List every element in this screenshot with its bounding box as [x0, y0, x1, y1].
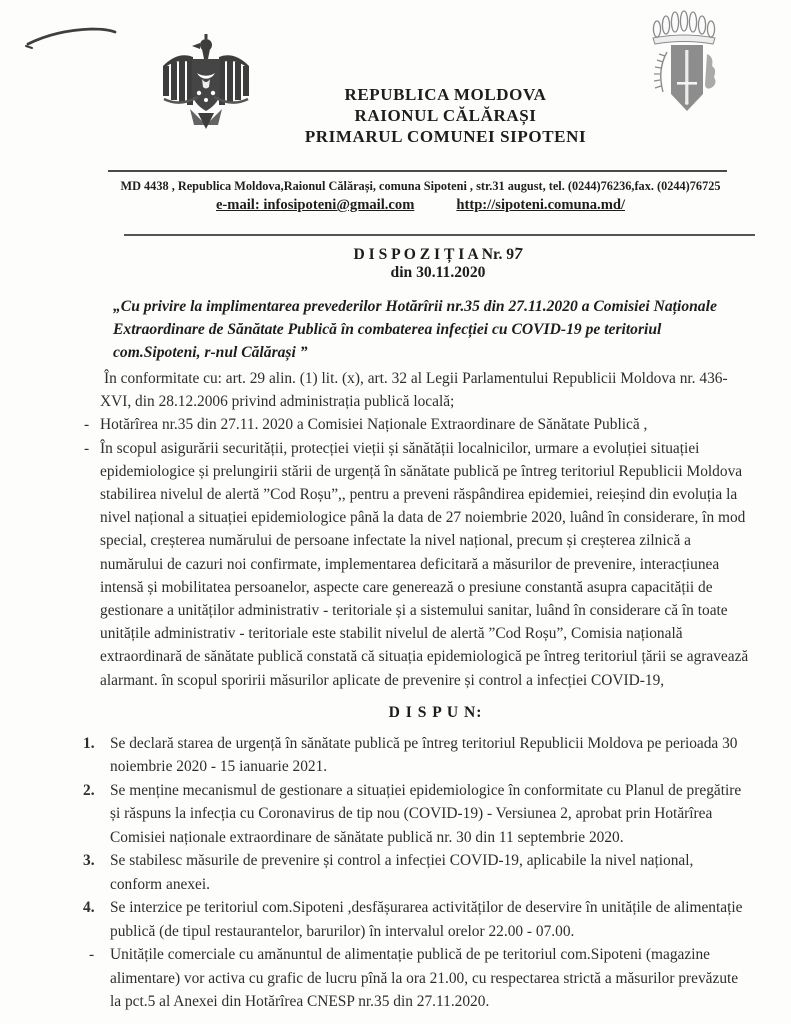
dispun-item-4: [83, 896, 749, 943]
item-number: 4.: [83, 899, 95, 917]
preamble-item: [84, 413, 749, 436]
preamble-item: [84, 437, 749, 692]
email-link: e-mail: infosipoteni@gmail.com: [215, 197, 415, 213]
item-text: Se interzice pe teritoriul com.Sipoteni ,desfășurarea activităților de deservire în unitățile de alimentație publică (de tipul restaurantelor, barurilor) în intervalul orelor 22.00 - 07.00.: [110, 899, 743, 940]
sipoteni-coat-of-arms-icon: [641, 8, 733, 120]
moldova-coat-of-arms-icon: [150, 33, 262, 135]
preamble-intro: În conformitate cu: art. 29 alin. (1) lit. (x), art. 32 al Legii Parlamentului Republicii Moldova nr. 436-XVI, din 28.12.2006 privind administrația publică locală;: [100, 370, 728, 411]
item-text: Se declară starea de urgență în sănătate publică pe întreg teritoriul Republicii Moldova pe perioada 30 noiembrie 2020 - 15 ianuarie 2021.: [110, 734, 738, 776]
website-link: http://sipoteni.comuna.md/: [456, 197, 626, 213]
letterhead-country: REPUBLICA MOLDOVA: [344, 85, 547, 104]
dash-marker: -: [89, 946, 95, 964]
letterhead-divider-bottom: [124, 234, 755, 236]
letterhead-contact: [0, 197, 791, 214]
item-text: Unitățile comerciale cu amănuntul de alimentație publică de pe teritoriul com.Sipoteni (magazine alimentare) vor activa cu grafic de lucru pînă la ora 21.00, cu respectarea strictă a măsurilor prevăzute la pct.5 al Anexei din Hotărîrea CNESP nr.35 din 27.11.2020.: [110, 946, 739, 1011]
letterhead: [0, 0, 791, 156]
preamble-item-text: Hotărîrea nr.35 din 27.11. 2020 a Comisiei Naționale Extraordinare de Sănătate Publică ,: [100, 416, 648, 434]
letterhead-office: PRIMARUL COMUNEI SIPOTENI: [304, 127, 587, 146]
dispun-item-3: [83, 849, 749, 896]
document-title-text: D I S P O Z I Ț I A Nr. 9: [353, 246, 515, 263]
letterhead-district: RAIONUL CĂLĂRAȘI: [354, 106, 537, 125]
document-date: din 30.11.2020: [390, 264, 486, 281]
item-number: 1.: [83, 734, 95, 752]
item-number: 2.: [83, 781, 95, 799]
dispun-item-2: [83, 779, 749, 850]
item-text: Se menține mecanismul de gestionare a situației epidemiologice în conformitate cu Planul de pregătire și răspuns la infecția cu Coronavirus de tip nou (COVID-19) - Versiunea 2, aprobat prin Hotărîrea Comisiei naționale extraordinare de sănătate publică nr. 30 din 11 septembrie 2020.: [110, 781, 742, 846]
handwritten-number: 7: [512, 243, 524, 264]
document-subject: „Cu privire la implimentarea prevederilor Hotărîrii nr.35 din 27.11.2020 a Comisiei Naționale Extraordinare de Sănătate Publică în combaterea infecției cu COVID-19 pe teritoriul com.Sipoteni, r-nul Călărași ”: [113, 298, 717, 361]
letterhead-address: MD 4438 , Republica Moldova,Raionul Călărași, comuna Sipoteni , str.31 august, tel. (0244)76236,fax. (0244)76725: [120, 179, 721, 193]
dispun-items: [83, 732, 749, 1014]
letterhead-divider-top: [108, 170, 727, 172]
dash-marker: -: [84, 416, 90, 434]
document-title: [0, 244, 791, 264]
dash-marker: -: [84, 439, 90, 457]
preamble: [84, 367, 749, 692]
item-text: Se stabilesc măsurile de prevenire și control a infecției COVID-19, aplicabile la nivel național, conform anexei.: [110, 852, 694, 893]
dispun-item-dash: [89, 943, 749, 1014]
dispun-heading: D I S P U N:: [388, 703, 483, 721]
preamble-item-text: În scopul asigurării securității, protecției vieții și sănătății localnicilor, urmare a evoluției situației epidemiologice și prelungirii stării de urgență în sănătate publică pe întreg teritoriul Republicii Moldova stabilirea nivelul de alertă ”Cod Roșu”,, pentru a preveni răspândirea epidemiei, reieșind din evoluția la nivel național a situației epidemiologice până la data de 27 noiembrie 2020, luând în considerare, în mod special, creșterea numărului de persoane infectate la nivel național, precum și creșterea zilnică a numărului de cazuri noi confirmate, implementarea deficitară a măsurilor de prevenire, interacțiunea intensă și mobilitatea persoanelor, aspecte care generează o presiune constantă asupra capacității de gestionare a unităților administrativ - teritoriale și a sistemului sanitar, luând în considerare că în toate unitățile administrativ - teritoriale este stabilit nivelul de alertă ”Cod Roșu”, Comisia națională extraordinară de sănătate publică constată că situația epidemiologică pe întreg teritoriul țării se agravează alarmant. în scopul sporirii măsurilor aplicate de prevenire și control a infecției COVID-19,: [100, 439, 749, 689]
dispun-item-1: [83, 732, 749, 779]
item-number: 3.: [83, 852, 95, 870]
